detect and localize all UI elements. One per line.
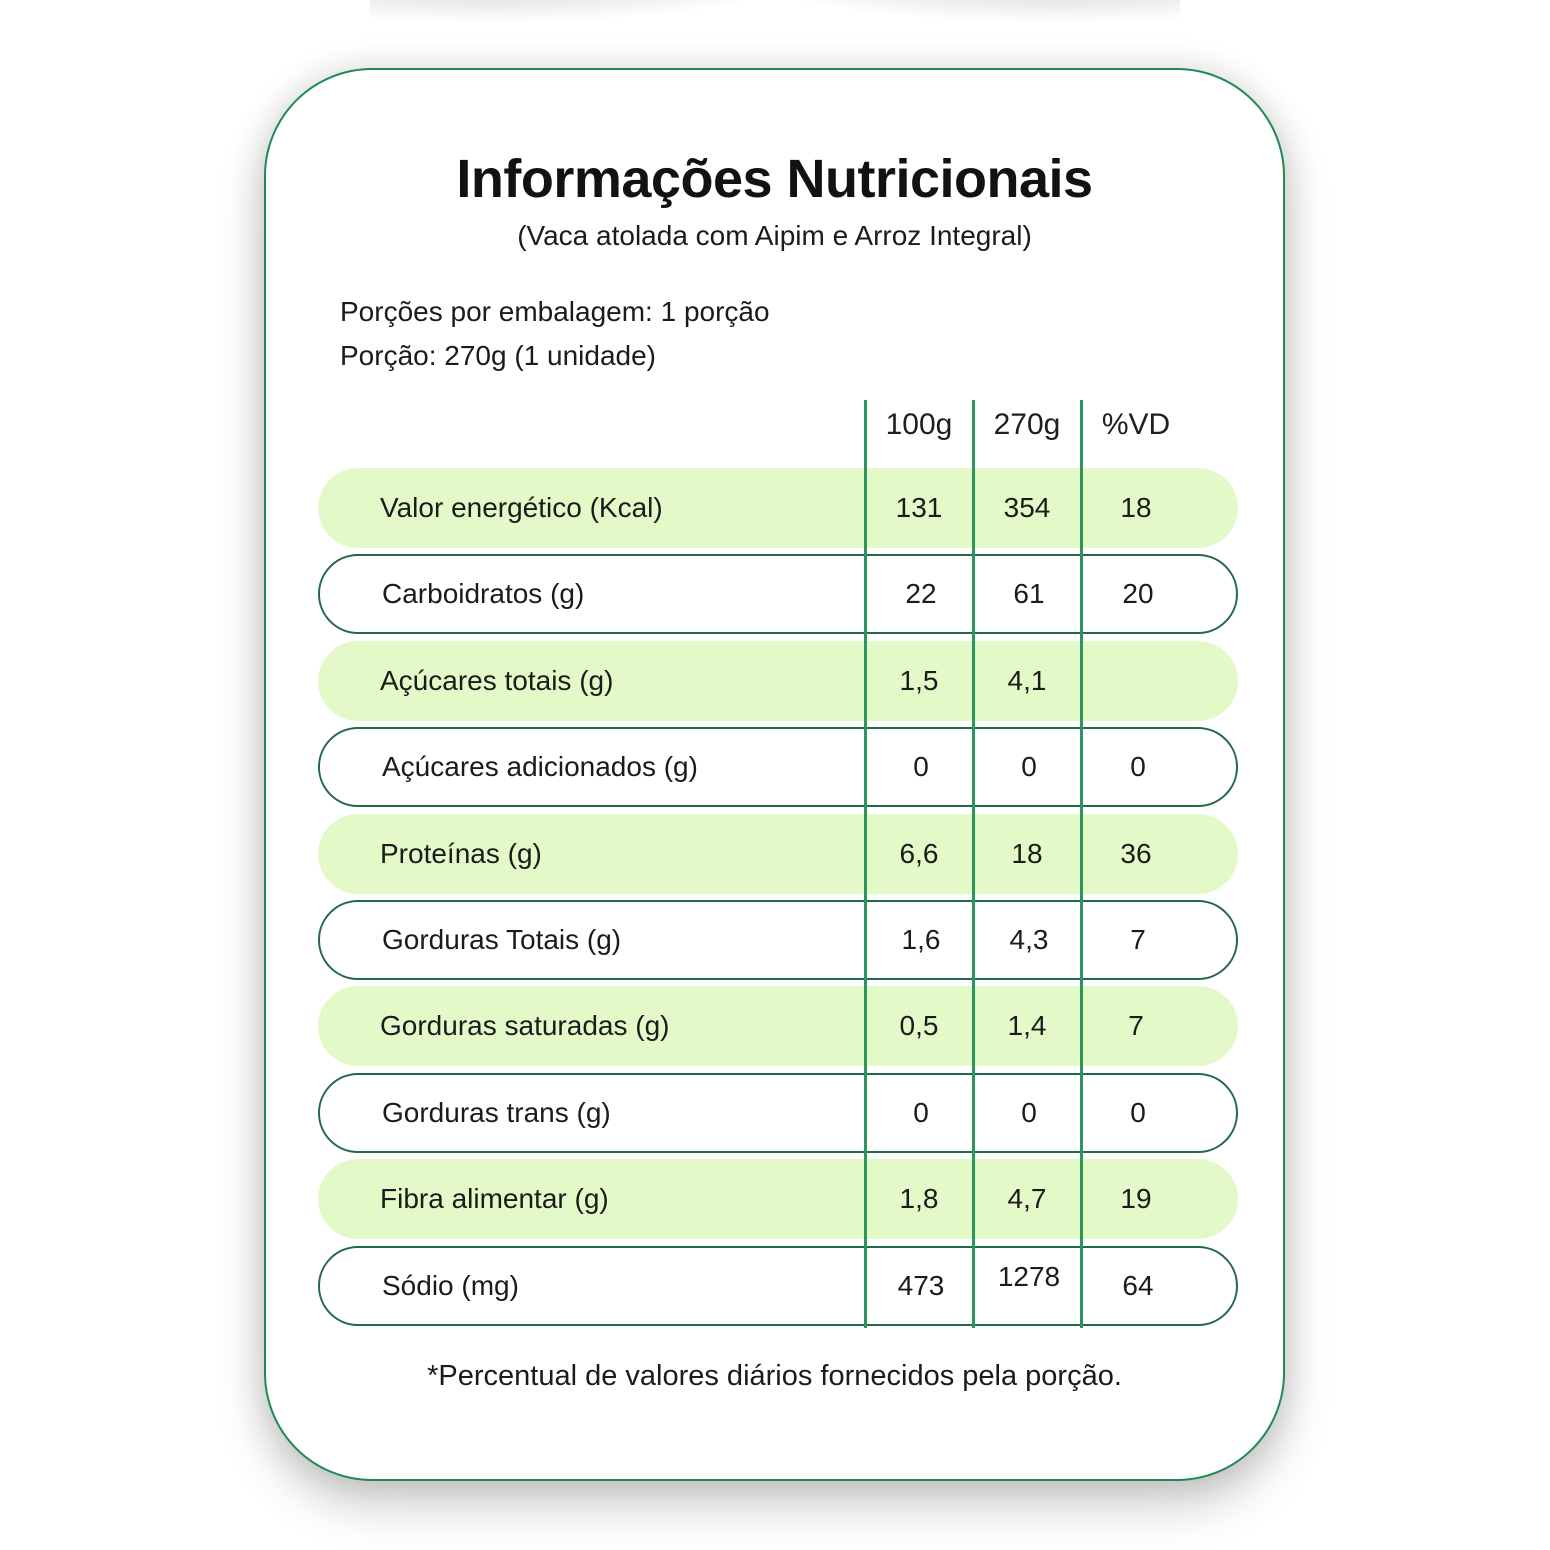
table-row bbox=[318, 468, 1238, 548]
row-value-100g: 0 bbox=[913, 751, 929, 782]
row-value-100g: 1,6 bbox=[901, 924, 941, 955]
column-divider bbox=[972, 400, 975, 1328]
column-header-vd: %VD bbox=[1101, 408, 1171, 441]
table-row bbox=[318, 641, 1238, 721]
row-label: Valor energético (Kcal) bbox=[380, 492, 663, 523]
row-value-270g: 4,1 bbox=[1007, 665, 1047, 696]
servings-per-package: Porções por embalagem: 1 porção bbox=[340, 296, 770, 327]
row-label: Proteínas (g) bbox=[380, 838, 542, 869]
row-value-270g: 1278 bbox=[997, 1261, 1061, 1292]
row-value-100g: 0,5 bbox=[899, 1010, 939, 1041]
row-label: Carboidratos (g) bbox=[382, 578, 585, 609]
daily-value-footnote: *Percentual de valores diários fornecidos pela porção. bbox=[427, 1360, 1122, 1392]
row-value-vd: 18 bbox=[1120, 492, 1152, 523]
column-divider bbox=[1080, 400, 1083, 1328]
row-value-270g: 61 bbox=[1013, 578, 1045, 609]
serving-info bbox=[340, 290, 1100, 378]
table-row bbox=[318, 727, 1238, 807]
table-row bbox=[318, 1073, 1238, 1153]
table-row bbox=[318, 814, 1238, 894]
table-row bbox=[318, 986, 1238, 1066]
row-value-vd: 7 bbox=[1128, 1010, 1144, 1041]
row-value-vd: 0 bbox=[1130, 1097, 1146, 1128]
table-row bbox=[318, 1246, 1238, 1326]
row-value-100g: 6,6 bbox=[899, 838, 939, 869]
row-label: Açúcares totais (g) bbox=[380, 665, 614, 696]
row-value-vd: 7 bbox=[1130, 924, 1146, 955]
row-label: Gorduras Totais (g) bbox=[382, 924, 622, 955]
portion-size: Porção: 270g (1 unidade) bbox=[340, 340, 656, 371]
row-value-270g: 354 bbox=[1003, 492, 1051, 523]
row-value-100g: 1,8 bbox=[899, 1183, 939, 1214]
row-value-100g: 0 bbox=[913, 1097, 929, 1128]
row-value-270g: 1,4 bbox=[1007, 1010, 1047, 1041]
table-row bbox=[318, 554, 1238, 634]
row-value-vd: 0 bbox=[1130, 751, 1146, 782]
row-value-vd: 36 bbox=[1120, 838, 1152, 869]
row-label: Gorduras trans (g) bbox=[382, 1097, 611, 1128]
row-value-vd: 64 bbox=[1122, 1270, 1154, 1301]
column-header-270g: 270g bbox=[993, 408, 1061, 441]
top-shadow-smudge bbox=[370, 0, 1180, 40]
table-row bbox=[318, 1159, 1238, 1239]
row-label: Fibra alimentar (g) bbox=[380, 1183, 609, 1214]
table-row bbox=[318, 900, 1238, 980]
row-value-100g: 1,5 bbox=[899, 665, 939, 696]
row-value-vd: 19 bbox=[1120, 1183, 1152, 1214]
dish-subtitle: (Vaca atolada com Aipim e Arroz Integral) bbox=[517, 220, 1032, 251]
row-value-270g: 4,3 bbox=[1009, 924, 1049, 955]
row-value-270g: 18 bbox=[1011, 838, 1043, 869]
row-value-270g: 4,7 bbox=[1007, 1183, 1047, 1214]
row-value-vd: 20 bbox=[1122, 578, 1154, 609]
column-header-100g: 100g bbox=[885, 408, 953, 441]
page-title: Informações Nutricionais bbox=[456, 149, 1093, 209]
row-label: Açúcares adicionados (g) bbox=[382, 751, 698, 782]
row-value-270g: 0 bbox=[1021, 751, 1037, 782]
row-value-100g: 22 bbox=[905, 578, 937, 609]
row-label: Gorduras saturadas (g) bbox=[380, 1010, 670, 1041]
row-value-100g: 131 bbox=[895, 492, 943, 523]
column-divider bbox=[864, 400, 867, 1328]
row-label: Sódio (mg) bbox=[382, 1270, 519, 1301]
row-value-270g: 0 bbox=[1021, 1097, 1037, 1128]
row-value-100g: 473 bbox=[897, 1270, 945, 1301]
